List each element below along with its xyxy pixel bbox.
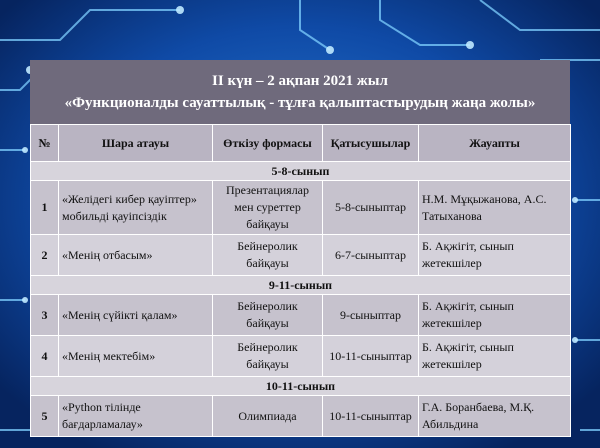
slide-header — [30, 60, 570, 124]
event-participants: 10-11-сыныптар — [323, 396, 419, 437]
event-name: «Желідегі кибер қауіптер» мобильді қауіпсіздік — [59, 181, 213, 235]
col-participants: Қатысушылар — [323, 125, 419, 162]
table-row — [31, 295, 571, 336]
table-row — [31, 336, 571, 377]
section-row — [31, 162, 571, 181]
event-responsible: Б. Ақжігіт, сынып жетекшілер — [419, 235, 571, 276]
col-event-name: Шара атауы — [59, 125, 213, 162]
section-title: 9-11-сынып — [31, 276, 571, 295]
table-row — [31, 181, 571, 235]
table-row — [31, 396, 571, 437]
event-name: «Менің сүйікті қалам» — [59, 295, 213, 336]
event-format: Бейнеролик байқауы — [213, 235, 323, 276]
row-number: 3 — [31, 295, 59, 336]
col-responsible: Жауапты — [419, 125, 571, 162]
event-format: Презентациялар мен суреттер байқауы — [213, 181, 323, 235]
event-name: «Менің отбасым» — [59, 235, 213, 276]
events-table — [30, 124, 571, 437]
event-participants: 10-11-сыныптар — [323, 336, 419, 377]
event-responsible: Б. Ақжігіт, сынып жетекшілер — [419, 336, 571, 377]
section-row — [31, 377, 571, 396]
event-participants: 5-8-сыныптар — [323, 181, 419, 235]
section-row — [31, 276, 571, 295]
row-number: 2 — [31, 235, 59, 276]
event-responsible: Б. Ақжігіт, сынып жетекшілер — [419, 295, 571, 336]
row-number: 5 — [31, 396, 59, 437]
event-format: Бейнеролик байқауы — [213, 336, 323, 377]
event-responsible: Н.М. Мұқыжанова, А.С. Татыханова — [419, 181, 571, 235]
event-responsible: Г.А. Боранбаева, М.Қ. Абильдина — [419, 396, 571, 437]
table-row — [31, 235, 571, 276]
event-name: «Менің мектебім» — [59, 336, 213, 377]
section-title: 5-8-сынып — [31, 162, 571, 181]
row-number: 1 — [31, 181, 59, 235]
section-title: 10-11-сынып — [31, 377, 571, 396]
event-name: «Python тілінде бағдарламалау» — [59, 396, 213, 437]
col-number: № — [31, 125, 59, 162]
row-number: 4 — [31, 336, 59, 377]
event-format: Бейнеролик байқауы — [213, 295, 323, 336]
header-date: II күн – 2 ақпан 2021 жыл — [212, 73, 388, 89]
header-theme: «Функционалды сауаттылық - тұлға қалыптастырудың жаңа жолы» — [64, 95, 536, 111]
event-participants: 6-7-сыныптар — [323, 235, 419, 276]
event-format: Олимпиада — [213, 396, 323, 437]
table-header-row — [31, 125, 571, 162]
event-participants: 9-сыныптар — [323, 295, 419, 336]
col-format: Өткізу формасы — [213, 125, 323, 162]
